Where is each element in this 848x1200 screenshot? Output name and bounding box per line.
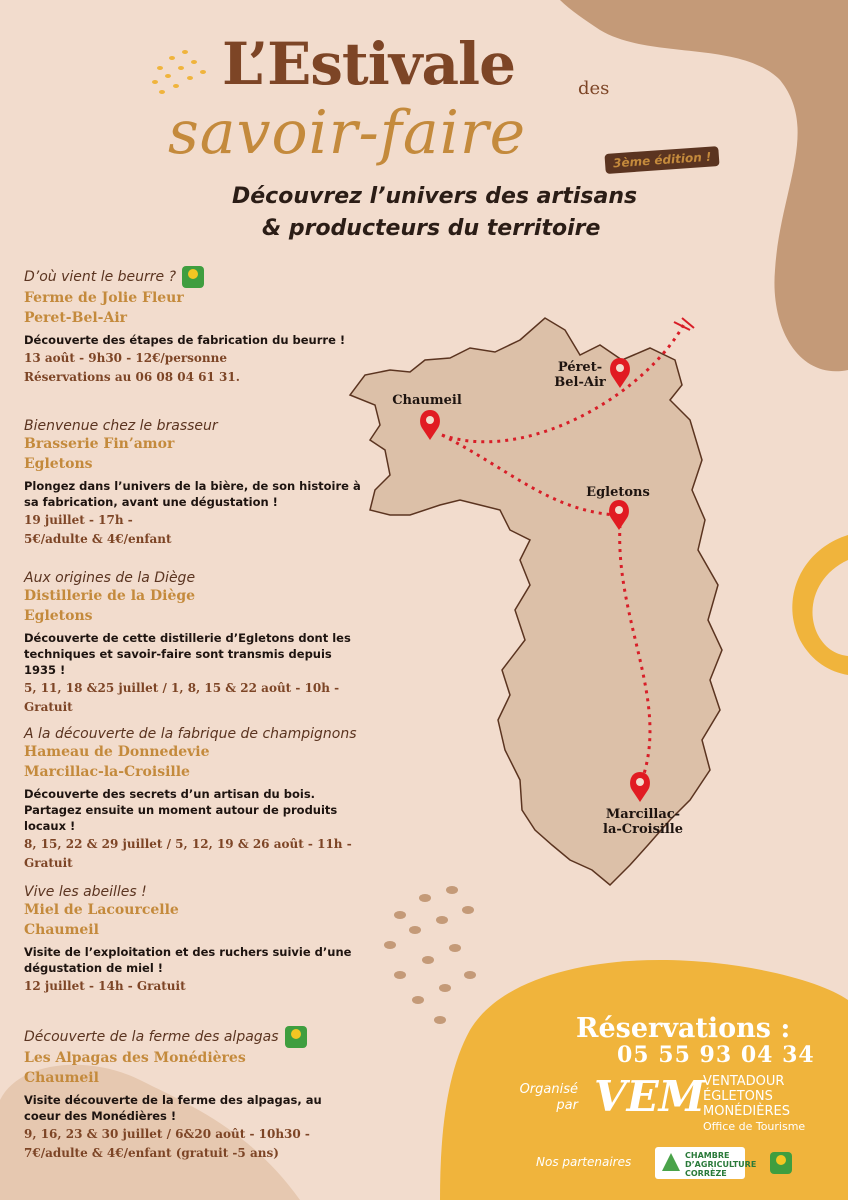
event-info-2: 7€/adulte & 4€/enfant (gratuit -5 ans) [24, 1146, 279, 1160]
subtitle-line-2: & producteurs du territoire [262, 216, 601, 241]
chambre-line-2: D’AGRICULTURE [685, 1160, 757, 1169]
event-info-2: Gratuit [24, 700, 73, 714]
vem-line-4: Office de Tourisme [703, 1120, 806, 1133]
vem-line-3: MONÉDIÈRES [703, 1104, 790, 1119]
event-place: Chaumeil [24, 1070, 99, 1086]
event-place: Marcillac-la-Croisille [24, 764, 190, 780]
event-heading: Bienvenue chez le brasseur [24, 418, 218, 434]
dots-top-left [152, 50, 206, 94]
event-info-1: 9, 16, 23 & 30 juillet / 6&20 août - 10h30 - [24, 1127, 310, 1141]
bienvenue-ferme-logo-icon [770, 1152, 792, 1174]
event-brasseur [24, 418, 364, 548]
event-name: Ferme de Jolie Fleur [24, 290, 184, 306]
event-info-1: 13 août - 9h30 - 12€/personne [24, 351, 227, 365]
chambre-line-3: CORRÈZE [685, 1169, 727, 1178]
event-description: Plongez dans l’univers de la bière, de son histoire à sa fabrication, avant une dégustation ! [24, 479, 361, 509]
event-name: Miel de Lacourcelle [24, 902, 179, 918]
event-alpagas [24, 1026, 404, 1162]
event-diege [24, 570, 364, 716]
partners-label: Nos partenaires [536, 1155, 632, 1169]
event-heading: D’où vient le beurre ? [24, 269, 177, 285]
territory-map [330, 300, 770, 900]
route-end-mark [674, 318, 694, 330]
event-place: Egletons [24, 456, 93, 472]
organised-by-label: Organisé par [519, 1082, 578, 1113]
event-abeilles [24, 884, 364, 995]
title-script: savoir-faire [168, 98, 527, 168]
event-name: Hameau de Donnedevie [24, 744, 210, 760]
event-place: Peret-Bel-Air [24, 310, 128, 326]
title-des: des [578, 78, 610, 99]
vem-logo: VEM [594, 1072, 706, 1121]
vem-office-text [703, 1074, 805, 1134]
map-label-marcillac: Marcillac- la-Croisille [603, 807, 683, 837]
event-name: Distillerie de la Diège [24, 588, 196, 604]
vem-line-1: VENTADOUR [703, 1074, 785, 1089]
event-description: Visite découverte de la ferme des alpagas, au coeur des Monédières ! [24, 1093, 322, 1123]
vem-line-2: ÉGLETONS [703, 1089, 773, 1104]
event-info-1: 19 juillet - 17h - [24, 513, 133, 527]
event-heading: Vive les abeilles ! [24, 884, 147, 900]
event-place: Egletons [24, 608, 93, 624]
bienvenue-ferme-logo-icon [285, 1026, 307, 1048]
event-info-1: 12 juillet - 14h - Gratuit [24, 979, 186, 993]
event-beurre [24, 266, 364, 386]
subtitle-line-1: Découvrez l’univers des artisans [232, 184, 638, 209]
event-info-2: 5€/adulte & 4€/enfant [24, 532, 172, 546]
event-description: Découverte des secrets d’un artisan du bois. Partagez ensuite un moment autour de produits locaux ! [24, 787, 338, 833]
event-info-1: 5, 11, 18 &25 juillet / 1, 8, 15 & 22 août - 10h - [24, 681, 340, 695]
event-place: Chaumeil [24, 922, 99, 938]
map-label-peret: Péret- Bel-Air [554, 360, 606, 390]
event-heading: Découverte de la ferme des alpagas [24, 1029, 279, 1045]
map-label-chaumeil: Chaumeil [392, 393, 462, 408]
event-name: Brasserie Fin’amor [24, 436, 175, 452]
edition-badge: 3ème édition ! [604, 146, 720, 174]
event-info-2: Réservations au 06 08 04 61 31. [24, 370, 240, 384]
bienvenue-ferme-logo-icon [182, 266, 204, 288]
event-heading: A la découverte de la fabrique de champignons [24, 726, 357, 742]
event-heading: Aux origines de la Diège [24, 570, 196, 586]
dots-center [384, 886, 476, 1024]
event-info-2: Gratuit [24, 856, 73, 870]
title-main: L’Estivale [222, 30, 515, 98]
reservations-phone[interactable]: 05 55 93 04 34 [617, 1042, 815, 1068]
event-description: Découverte des étapes de fabrication du beurre ! [24, 333, 346, 347]
map-label-egletons: Egletons [586, 485, 650, 500]
chambre-line-1: CHAMBRE [685, 1151, 730, 1160]
reservations-title: Réservations : [576, 1013, 791, 1044]
event-info-1: 8, 15, 22 & 29 juillet / 5, 12, 19 & 26 août - 11h - [24, 837, 352, 851]
event-name: Les Alpagas des Monédières [24, 1050, 246, 1066]
event-description: Découverte de cette distillerie d’Egletons dont les techniques et savoir-faire sont transmis depuis 1935 ! [24, 631, 351, 677]
event-description: Visite de l’exploitation et des ruchers suivie d’une dégustation de miel ! [24, 945, 352, 975]
